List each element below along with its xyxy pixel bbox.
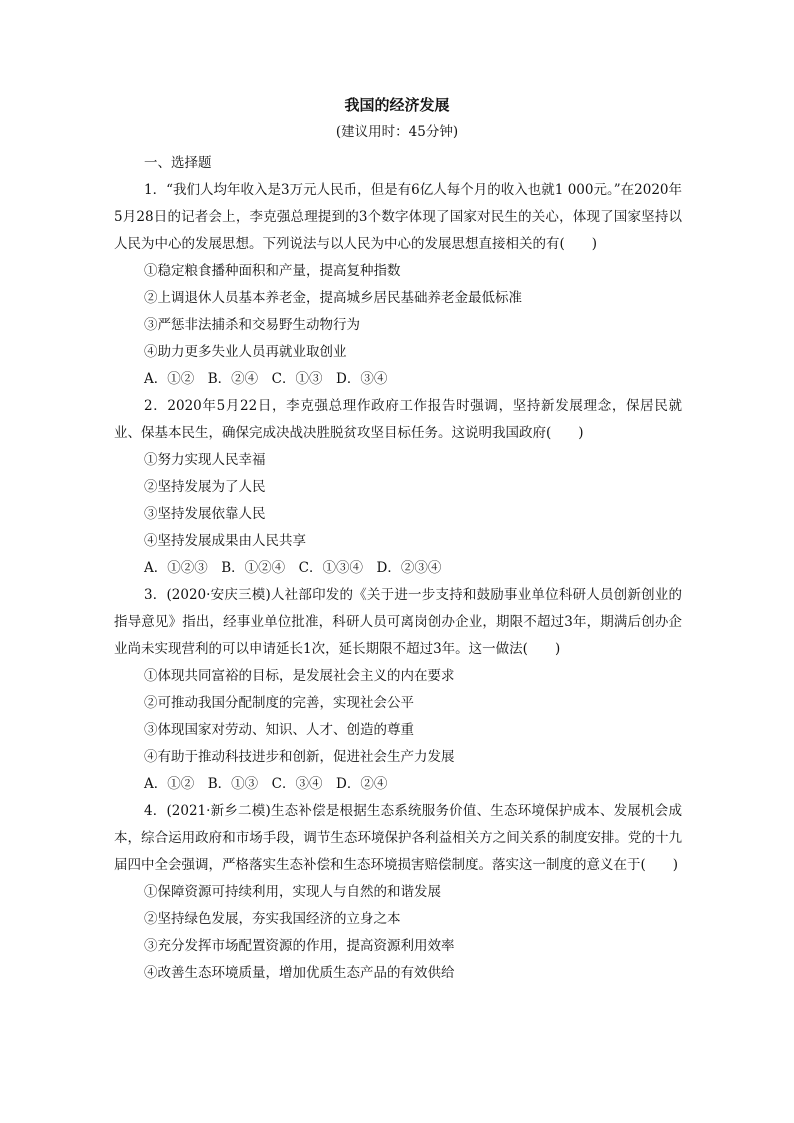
question-stem: 1．“我们人均年收入是3万元人民币，但是有6亿人每个月的收入也就1 000元。”在2020年5月28日的记者会上，李克强总理提到的3个数字体现了国家对民生的关心，体现了国家坚持以人民为中心的发展思想。下列说法与以人民为中心的发展思想直接相关的有( ) xyxy=(114,182,682,252)
question-1 xyxy=(114,177,682,393)
suggested-time: (建议用时：45分钟) xyxy=(335,124,459,140)
question-option: ①保障资源可持续利用，实现人与自然的和谐发展 xyxy=(144,884,441,900)
question-option: ①努力实现人民幸福 xyxy=(144,452,266,468)
question-option: ③坚持发展依靠人民 xyxy=(144,506,266,522)
question-option: ②可推动我国分配制度的完善，实现社会公平 xyxy=(144,695,414,711)
question-option: ②上调退休人员基本养老金，提高城乡居民基础养老金最低标准 xyxy=(144,290,522,306)
page-title: 我国的经济发展 xyxy=(344,96,450,114)
exercise-content xyxy=(114,150,682,987)
question-option: ③充分发挥市场配置资源的作用，提高资源利用效率 xyxy=(144,938,455,954)
question-option: ④坚持发展成果由人民共享 xyxy=(144,533,306,549)
question-4 xyxy=(114,798,682,987)
question-option: ①稳定粮食播种面积和产量，提高复种指数 xyxy=(144,263,401,279)
question-2 xyxy=(114,393,682,582)
question-option: ②坚持绿色发展，夯实我国经济的立身之本 xyxy=(144,911,401,927)
question-3 xyxy=(114,582,682,798)
question-option: ③体现国家对劳动、知识、人才、创造的尊重 xyxy=(144,722,414,738)
question-stem: 2．2020年5月22日，李克强总理作政府工作报告时强调，坚持新发展理念，保居民就业、保基本民生，确保完成决战决胜脱贫攻坚目标任务。这说明我国政府( ) xyxy=(114,398,682,441)
question-option: ④助力更多失业人员再就业取创业 xyxy=(144,344,347,360)
answer-choices: A．①② B．②④ C．①③ D．③④ xyxy=(144,371,388,387)
question-stem: 4．(2021·新乡二模)生态补偿是根据生态系统服务价值、生态环境保护成本、发展机会成本，综合运用政府和市场手段，调节生态环境保护各利益相关方之间关系的制度安排。党的十九届四中全会强调，严格落实生态补偿和生态环境损害赔偿制度。落实这一制度的意义在于( ) xyxy=(114,803,682,873)
question-stem: 3．(2020·安庆三模)人社部印发的《关于进一步支持和鼓励事业单位科研人员创新创业的指导意见》指出，经事业单位批准，科研人员可离岗创办企业，期限不超过3年，期满后创办企业尚未实现营利的可以申请延长1次，延长期限不超过3年。这一做法( ) xyxy=(114,587,682,657)
question-option: ①体现共同富裕的目标，是发展社会主义的内在要求 xyxy=(144,668,455,684)
question-option: ④有助于推动科技进步和创新，促进社会生产力发展 xyxy=(144,749,455,765)
answer-choices: A．①②③ B．①②④ C．①③④ D．②③④ xyxy=(144,560,442,576)
question-option: ②坚持发展为了人民 xyxy=(144,479,266,495)
section-heading: 一、选择题 xyxy=(144,155,212,171)
question-option: ④改善生态环境质量，增加优质生态产品的有效供给 xyxy=(144,965,455,981)
answer-choices: A．①② B．①③ C．③④ D．②④ xyxy=(144,776,388,792)
question-option: ③严惩非法捕杀和交易野生动物行为 xyxy=(144,317,360,333)
